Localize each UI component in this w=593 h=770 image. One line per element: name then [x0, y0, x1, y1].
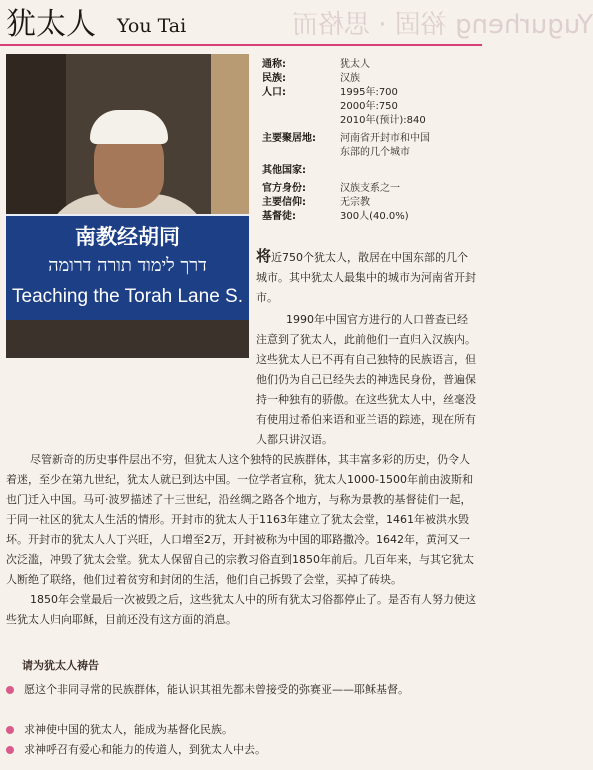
prayer-item-text: 求神呼召有爱心和能力的传道人，到犹太人中去。	[24, 743, 266, 756]
fact-row	[262, 114, 476, 128]
fact-label: 主要聚居地:	[262, 133, 316, 144]
fact-row	[262, 72, 476, 86]
prayer-item	[6, 741, 478, 759]
fact-label: 人口:	[262, 87, 286, 98]
fact-value: 汉族	[340, 73, 360, 84]
fact-row	[262, 210, 476, 224]
fact-label	[262, 146, 340, 160]
bullet-icon	[6, 686, 14, 694]
fact-value: 2000年:750	[340, 101, 398, 112]
street-sign	[6, 214, 249, 322]
fact-label	[262, 114, 340, 128]
fact-row	[262, 146, 476, 160]
fact-row	[262, 86, 476, 100]
photo-white-cap	[90, 110, 168, 144]
fact-label: 官方身份:	[262, 183, 306, 194]
prayer-item	[6, 681, 478, 699]
fact-value: 汉族支系之一	[340, 183, 400, 194]
bullet-icon	[6, 726, 14, 734]
fact-row	[262, 132, 476, 146]
fact-value: 东部的几个城市	[340, 147, 410, 158]
history-text	[6, 310, 478, 630]
page-title: 犹太人	[6, 7, 96, 42]
paragraph-synagogue: 1850年会堂最后一次被毁之后，这些犹太人中的所有犹太习俗都停止了。是否有人努力使这些犹太人归向耶稣，目前还没有这方面的消息。	[6, 593, 476, 626]
fact-value	[340, 164, 476, 178]
paragraph-census: 1990年中国官方进行的人口普查已经注意到了犹太人，此前他们一直归入汉族内。这些犹太人已不再有自己独特的民族语言，但他们仍为自己已经失去的神选民身份，普遍保持一种独有的骄傲。在这些犹太人中，丝毫没有使用过希伯来语和亚兰语的踪迹，现在所有人都只讲汉语。	[256, 313, 476, 446]
fact-value: 1995年:700	[340, 87, 398, 98]
fact-label: 民族:	[262, 73, 286, 84]
fact-label: 基督徒:	[262, 211, 296, 222]
fact-value: 河南省开封市和中国	[340, 133, 430, 144]
prayer-item-text: 愿这个非同寻常的民族群体，能认识其祖先都未曾接受的弥赛亚——耶稣基督。	[24, 683, 409, 696]
paragraph-history: 尽管新奇的历史事件层出不穷，但犹太人这个独特的民族群体，其丰富多彩的历史，仍令人着迷，至少在第九世纪，犹太人就已到达中国。一位学者宣称，犹太人1000-1500年前由波斯和也门迁入中国。马可·波罗描述了十三世纪，沿丝绸之路各个地方，与称为景教的基督徒们一起，于同一社区的犹太人生活的情形。开封市的犹太人于1163年建立了犹太会堂，1461年被洪水毁坏。开封市的犹太人人丁兴旺，人口增至2万，开封被称为中国的耶路撒冷。1642年，黄河又一次泛滥，冲毁了犹太会堂。犹太人保留自己的宗教习俗直到1850年前后。几百年来，与其它犹太人断绝了联络，他们过着贫穷和封闭的生活，他们自己拆毁了会堂，买掉了砖块。	[6, 453, 474, 586]
intro-text: 近750个犹太人，散居在中国东部的几个城市。其中犹太人最集中的城市为河南省开封市。	[256, 251, 476, 304]
fact-row	[262, 164, 476, 178]
prayer-heading: 请为犹太人祷告	[22, 659, 99, 672]
fact-row	[262, 58, 476, 72]
fact-value: 2010年(预计):840	[340, 115, 426, 126]
fact-value: 无宗教	[340, 197, 370, 208]
page-title-pinyin: You Tai	[117, 15, 187, 37]
fact-value: 300人(40.0%)	[340, 211, 409, 222]
drop-cap: 将	[256, 247, 272, 265]
sign-chinese-text: 南教经胡同	[75, 225, 180, 249]
header-rule	[0, 44, 482, 46]
bleed-through-text: Yugurheng 裕固 · 思格而	[292, 10, 593, 40]
sign-hebrew-text: דרך לימוד תורה דרומה	[48, 255, 207, 276]
fact-label: 其他国家:	[262, 165, 306, 176]
sign-english-text: Teaching the Torah Lane S.	[12, 286, 243, 307]
intro-paragraph	[256, 246, 478, 308]
fact-label: 通称:	[262, 59, 286, 70]
fact-row	[262, 182, 476, 196]
fact-label	[262, 100, 340, 114]
fact-value: 犹太人	[340, 59, 370, 70]
fact-row	[262, 100, 476, 114]
fact-table	[262, 58, 476, 224]
bullet-icon	[6, 746, 14, 754]
prayer-item	[6, 721, 478, 739]
fact-label: 主要信仰:	[262, 197, 306, 208]
prayer-item-text: 求神使中国的犹太人，能成为基督化民族。	[24, 723, 233, 736]
fact-row	[262, 196, 476, 210]
page-header	[0, 0, 593, 48]
